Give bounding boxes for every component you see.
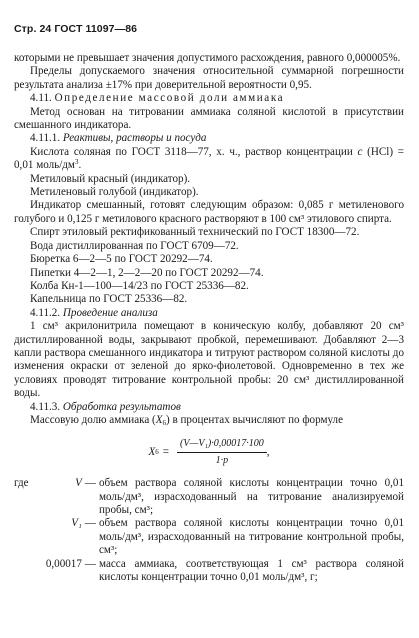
definition-text: объем раствора соляной кислоты концентрации точно 0,01 моль/дм³, израсходованный на титрование анализируемой пробы, см³; [99,477,404,516]
formula-denominator: 1·p [215,454,229,466]
definition-symbol: V [75,477,82,490]
paragraph-burette: Бюретка 6—2—5 по ГОСТ 20292—74. [30,253,213,266]
page-header: Стр. 24 ГОСТ 11097—86 [14,23,138,35]
formula-tail: , [266,445,270,458]
definition-text: масса аммиака, соответствующая 1 см³ раствора соляной кислоты концентрации точно 0,01 моль/дм³, г; [99,557,404,584]
formula-fraction [177,437,267,467]
section-title: Обработка результатов [62,400,181,413]
paragraph-pipettes: Пипетки 4—2—1, 2—2—20 по ГОСТ 20292—74. [30,266,264,279]
paragraph-mixed-indicator: Индикатор смешанный, готовят следующим образом: 0,085 г метиленового голубого и 0,125 г метилового красного растворяют в 100 см³ этилового спирта. [14,199,404,225]
paragraph-water: Вода дистиллированная по ГОСТ 6709—72. [30,239,239,252]
section-heading-4-11 [14,92,404,105]
section-heading-4-11-1 [14,132,404,145]
ammonia-formula: X 6 = $\frac{\text{(V—V₁)·0,00017·100}}{1\cdot p}$ , [148,438,270,466]
definition-text: объем раствора соляной кислоты концентрации точно 0,01 моль/дм³, израсходованный на титрование контрольной пробы, см³; [99,517,404,557]
formula-equals: = [162,445,169,458]
section-title: Определение массовой доли аммиака [54,92,285,105]
formula-numerator: (V—V₁)·0,00017·100 [177,437,267,452]
text-run: ) в процентах вычисляют по формуле [166,413,343,426]
paragraph-method: Метод основан на титровании аммиака соляной кислотой в присутствии смешанного индикатора. [14,105,404,132]
subscript: 6 [162,418,167,427]
definition-dash: — [84,517,96,530]
definition-symbol: 0,00017 [45,557,82,570]
definition-constant [14,558,404,585]
paragraph-hcl [14,146,404,173]
paragraph-ethanol: Спирт этиловый ректификованный технический по ГОСТ 18300—72. [30,226,360,239]
page-body [14,52,404,584]
paragraph-formula-intro [14,414,404,427]
paragraph-methylene-blue: Метиленовый голубой (индикатор). [30,186,199,199]
section-number: 4.11. [30,92,52,105]
definition-term [14,477,99,490]
text-run: . [78,159,82,172]
definition-symbol: V₁ [71,517,82,530]
section-title: Реактивы, растворы и посуда [62,132,207,145]
paragraph-dropper: Капельница по ГОСТ 25336—82. [30,293,188,306]
paragraph-continuation: которыми не превышает значения допустимого расхождения, равного 0,000005%. [14,52,401,64]
text-run: (HCl) = 0,01 моль/дм [14,145,404,172]
definition-dash: — [84,477,96,490]
paragraph-error-limits: Пределы допускаемого значения относительной суммарной погрешности результата анализа ±17% при доверительной вероятности 0,95. [14,65,404,91]
section-heading-4-11-3 [14,401,404,414]
section-heading-4-11-2 [14,307,404,320]
variable-definitions [14,477,404,584]
text-run: Кислота соляная по ГОСТ 3118—77, х. ч., раствор концентрации [30,145,353,158]
variable-x: X [155,413,163,426]
superscript: 3 [74,158,79,167]
concentration-symbol: c [357,145,363,158]
text-run: Массовую долю аммиака ( [30,413,156,426]
section-number: 4.11.2. [30,306,61,319]
definition-v1 [14,517,404,557]
definition-v [14,477,404,517]
paragraph-methyl-red: Метиловый красный (индикатор). [30,172,191,185]
paragraph-flask: Колба Кн-1—100—14/23 по ГОСТ 25336—82. [30,279,249,292]
formula-lhs-var: X [148,445,156,458]
section-title: Проведение анализа [62,306,158,319]
definition-term [14,558,99,571]
section-number: 4.11.3. [30,400,61,413]
definition-lead: где [14,477,29,490]
section-number: 4.11.1. [30,132,61,145]
definition-dash: — [84,557,96,570]
definition-term [14,517,99,530]
paragraph-procedure: 1 см³ акрилонитрила помещают в коническую колбу, добавляют 20 см³ дистиллированной воды, закрывают пробкой, перемешивают. Добавляют 2—3 капли раствора смешанного индикатора и титруют раствором соляной кислоты до изменения окраски от зеленой до ярко-фиолетовой. Одновременно в тех же условиях проводят титрование контрольной пробы: 20 см³ дистиллированной воды. [14,320,404,400]
